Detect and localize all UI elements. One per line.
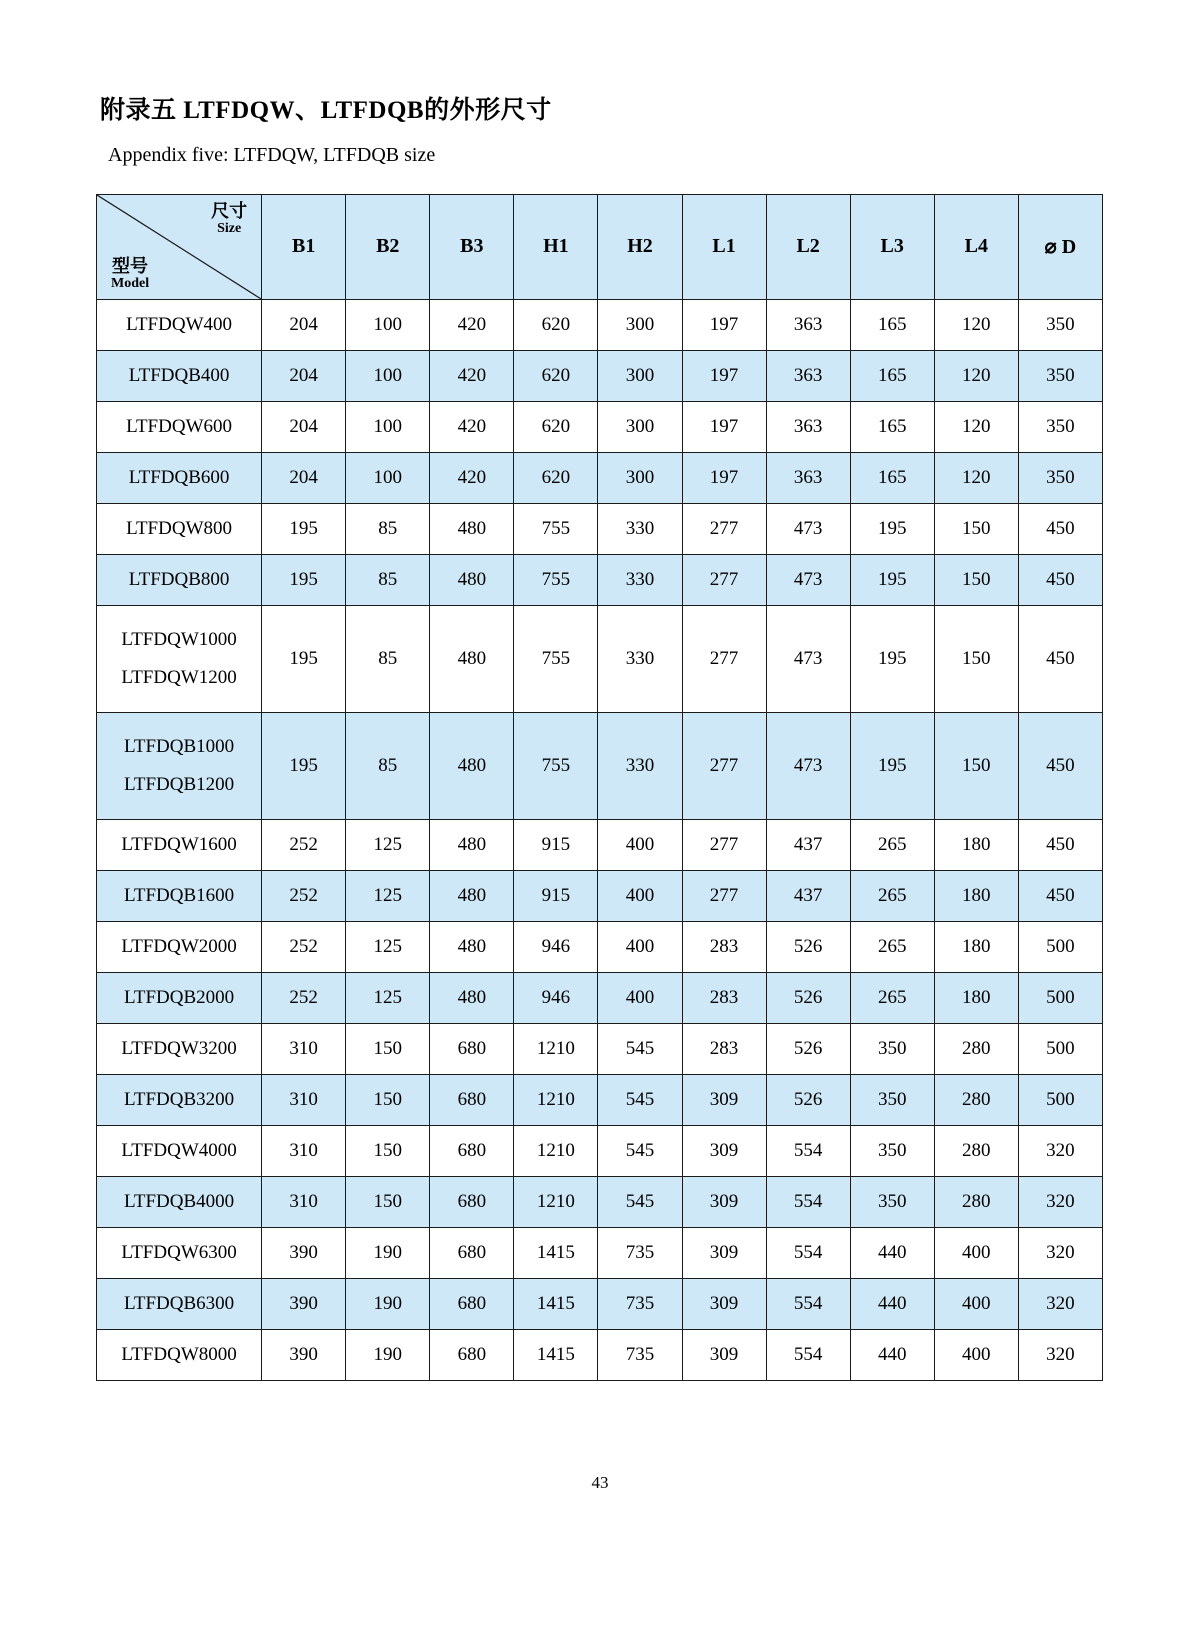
cell-l3: 440: [850, 1227, 934, 1278]
cell-d: 320: [1018, 1278, 1102, 1329]
cell-l1: 277: [682, 819, 766, 870]
cell-model: [97, 554, 262, 605]
cell-l4: 150: [934, 712, 1018, 819]
model-name: LTFDQB400: [128, 364, 230, 386]
cell-model: [97, 972, 262, 1023]
model-name: LTFDQB3200: [123, 1088, 235, 1110]
cell-l1: 283: [682, 1023, 766, 1074]
cell-l4: 150: [934, 605, 1018, 712]
cell-l4: 150: [934, 503, 1018, 554]
cell-h2: 545: [598, 1176, 682, 1227]
table-row: [97, 452, 1103, 503]
cell-h2: 330: [598, 605, 682, 712]
cell-l2: 437: [766, 870, 850, 921]
cell-model: [97, 299, 262, 350]
cell-l2: 526: [766, 1023, 850, 1074]
table-header-row: [97, 194, 1103, 299]
cell-l4: 120: [934, 299, 1018, 350]
cell-b3: 480: [430, 554, 514, 605]
cell-model: [97, 350, 262, 401]
cell-l4: 400: [934, 1227, 1018, 1278]
cell-d: 450: [1018, 605, 1102, 712]
cell-l1: 309: [682, 1125, 766, 1176]
column-header-h2: H2: [598, 194, 682, 299]
page-number: 43: [591, 1473, 609, 1492]
cell-model: [97, 452, 262, 503]
column-header-b2: B2: [346, 194, 430, 299]
cell-d: 320: [1018, 1176, 1102, 1227]
page-title-cn: 附录五 LTFDQW、LTFDQB的外形尺寸: [100, 97, 552, 124]
cell-model: [97, 819, 262, 870]
cell-h2: 400: [598, 819, 682, 870]
cell-l2: 473: [766, 554, 850, 605]
cell-b3: 680: [430, 1074, 514, 1125]
cell-d: 320: [1018, 1227, 1102, 1278]
cell-l3: 440: [850, 1329, 934, 1380]
model-name: LTFDQW400: [126, 313, 233, 335]
cell-h2: 330: [598, 554, 682, 605]
table-row: [97, 401, 1103, 452]
cell-model: [97, 1227, 262, 1278]
table-row: [97, 1278, 1103, 1329]
cell-h1: 1415: [514, 1278, 598, 1329]
cell-b2: 125: [346, 972, 430, 1023]
cell-b2: 85: [346, 712, 430, 819]
cell-b1: 310: [262, 1074, 346, 1125]
cell-h1: 946: [514, 972, 598, 1023]
cell-b1: 252: [262, 819, 346, 870]
cell-b2: 150: [346, 1074, 430, 1125]
cell-l1: 277: [682, 605, 766, 712]
cell-b3: 480: [430, 972, 514, 1023]
table-corner-header: [97, 194, 262, 299]
cell-l3: 265: [850, 921, 934, 972]
cell-b3: 480: [430, 503, 514, 554]
cell-b1: 390: [262, 1278, 346, 1329]
cell-h2: 735: [598, 1329, 682, 1380]
model-name: LTFDQB2000: [123, 986, 235, 1008]
table-header: [97, 194, 1103, 299]
size-label-en: Size: [217, 220, 242, 236]
cell-b3: 480: [430, 819, 514, 870]
cell-l3: 350: [850, 1023, 934, 1074]
size-label-cn: 尺寸: [211, 200, 248, 221]
cell-l3: 350: [850, 1176, 934, 1227]
cell-b2: 85: [346, 554, 430, 605]
cell-l3: 350: [850, 1074, 934, 1125]
cell-l2: 363: [766, 350, 850, 401]
cell-b1: 390: [262, 1329, 346, 1380]
cell-b3: 480: [430, 712, 514, 819]
cell-l4: 180: [934, 870, 1018, 921]
cell-l1: 197: [682, 452, 766, 503]
cell-b1: 390: [262, 1227, 346, 1278]
cell-h2: 330: [598, 503, 682, 554]
cell-b2: 150: [346, 1125, 430, 1176]
cell-l3: 195: [850, 503, 934, 554]
cell-model: [97, 712, 262, 819]
table-body: [97, 299, 1103, 1380]
cell-l2: 473: [766, 712, 850, 819]
cell-l2: 473: [766, 503, 850, 554]
cell-b2: 100: [346, 452, 430, 503]
table-row: [97, 1074, 1103, 1125]
table-row: [97, 1023, 1103, 1074]
cell-d: 350: [1018, 350, 1102, 401]
cell-h1: 1415: [514, 1329, 598, 1380]
cell-b3: 480: [430, 605, 514, 712]
table-row: [97, 554, 1103, 605]
cell-b3: 680: [430, 1125, 514, 1176]
cell-l4: 180: [934, 819, 1018, 870]
table-row: [97, 350, 1103, 401]
cell-b2: 85: [346, 605, 430, 712]
cell-d: 500: [1018, 1023, 1102, 1074]
model-name: LTFDQB800: [128, 568, 230, 590]
cell-l1: 277: [682, 870, 766, 921]
model-label: [111, 257, 149, 292]
model-name: LTFDQW800: [126, 517, 233, 539]
table-row: [97, 1125, 1103, 1176]
cell-b2: 150: [346, 1176, 430, 1227]
cell-h2: 400: [598, 870, 682, 921]
dimensions-table: [96, 194, 1103, 1381]
cell-l2: 554: [766, 1176, 850, 1227]
cell-l4: 150: [934, 554, 1018, 605]
cell-model: [97, 1278, 262, 1329]
model-name: LTFDQB1600: [123, 884, 235, 906]
cell-l3: 195: [850, 712, 934, 819]
cell-l4: 120: [934, 401, 1018, 452]
model-name: LTFDQB4000: [123, 1190, 235, 1212]
cell-h1: 620: [514, 350, 598, 401]
cell-b1: 204: [262, 350, 346, 401]
table-row: [97, 712, 1103, 819]
cell-b3: 680: [430, 1227, 514, 1278]
size-label: [211, 202, 247, 237]
cell-h1: 1210: [514, 1074, 598, 1125]
cell-b2: 190: [346, 1227, 430, 1278]
cell-h2: 300: [598, 350, 682, 401]
model-name: LTFDQB1200: [123, 773, 235, 795]
cell-model: [97, 870, 262, 921]
cell-h2: 545: [598, 1125, 682, 1176]
cell-l2: 526: [766, 972, 850, 1023]
cell-model: [97, 1176, 262, 1227]
cell-d: 500: [1018, 921, 1102, 972]
cell-h1: 915: [514, 819, 598, 870]
cell-l1: 309: [682, 1329, 766, 1380]
cell-d: 450: [1018, 712, 1102, 819]
cell-b3: 480: [430, 870, 514, 921]
table-row: [97, 819, 1103, 870]
cell-h2: 300: [598, 299, 682, 350]
cell-h1: 620: [514, 299, 598, 350]
cell-l4: 400: [934, 1278, 1018, 1329]
cell-l2: 363: [766, 299, 850, 350]
cell-h2: 300: [598, 452, 682, 503]
cell-b2: 125: [346, 819, 430, 870]
cell-l3: 265: [850, 972, 934, 1023]
cell-d: 450: [1018, 870, 1102, 921]
column-header-b1: B1: [262, 194, 346, 299]
model-name: LTFDQW8000: [121, 1343, 237, 1365]
cell-d: 350: [1018, 401, 1102, 452]
table-row: [97, 921, 1103, 972]
cell-l4: 120: [934, 350, 1018, 401]
cell-l2: 554: [766, 1227, 850, 1278]
cell-b2: 100: [346, 350, 430, 401]
table-row: [97, 870, 1103, 921]
cell-model: [97, 1074, 262, 1125]
cell-l3: 440: [850, 1278, 934, 1329]
cell-l1: 309: [682, 1074, 766, 1125]
cell-l4: 280: [934, 1176, 1018, 1227]
model-name: LTFDQB600: [128, 466, 230, 488]
cell-b2: 190: [346, 1278, 430, 1329]
cell-b2: 125: [346, 870, 430, 921]
cell-b1: 204: [262, 401, 346, 452]
cell-l1: 277: [682, 503, 766, 554]
cell-l1: 197: [682, 401, 766, 452]
cell-h2: 735: [598, 1227, 682, 1278]
cell-l4: 280: [934, 1074, 1018, 1125]
model-name: LTFDQB6300: [123, 1292, 235, 1314]
model-name: LTFDQW1000: [121, 629, 237, 651]
model-label-cn: 型号: [112, 255, 149, 276]
model-name: LTFDQW1600: [121, 833, 237, 855]
cell-b1: 252: [262, 870, 346, 921]
cell-b1: 310: [262, 1125, 346, 1176]
cell-h1: 620: [514, 401, 598, 452]
column-header-l4: L4: [934, 194, 1018, 299]
cell-b1: 310: [262, 1023, 346, 1074]
cell-model: [97, 921, 262, 972]
table-row: [97, 503, 1103, 554]
cell-b3: 480: [430, 921, 514, 972]
cell-b3: 680: [430, 1278, 514, 1329]
cell-b1: 204: [262, 299, 346, 350]
cell-d: 450: [1018, 503, 1102, 554]
cell-b2: 125: [346, 921, 430, 972]
table-row: [97, 1227, 1103, 1278]
cell-model: [97, 1125, 262, 1176]
model-name: LTFDQB1000: [123, 736, 235, 758]
cell-b1: 195: [262, 554, 346, 605]
cell-b2: 100: [346, 299, 430, 350]
cell-model: [97, 503, 262, 554]
cell-h1: 1415: [514, 1227, 598, 1278]
cell-b1: 310: [262, 1176, 346, 1227]
cell-b2: 190: [346, 1329, 430, 1380]
model-label-en: Model: [111, 276, 150, 292]
cell-h2: 545: [598, 1023, 682, 1074]
cell-l4: 180: [934, 921, 1018, 972]
model-name: LTFDQW2000: [121, 935, 237, 957]
model-name: LTFDQW1200: [121, 666, 237, 688]
cell-l1: 197: [682, 350, 766, 401]
cell-d: 320: [1018, 1329, 1102, 1380]
cell-l1: 197: [682, 299, 766, 350]
cell-l3: 265: [850, 870, 934, 921]
cell-d: 320: [1018, 1125, 1102, 1176]
table-row: [97, 972, 1103, 1023]
cell-b2: 100: [346, 401, 430, 452]
column-header-l2: L2: [766, 194, 850, 299]
cell-b1: 252: [262, 921, 346, 972]
cell-l2: 554: [766, 1329, 850, 1380]
cell-model: [97, 401, 262, 452]
cell-l2: 526: [766, 1074, 850, 1125]
cell-l4: 400: [934, 1329, 1018, 1380]
cell-b1: 195: [262, 503, 346, 554]
cell-l4: 120: [934, 452, 1018, 503]
cell-l1: 283: [682, 921, 766, 972]
cell-l1: 277: [682, 554, 766, 605]
cell-l2: 363: [766, 401, 850, 452]
cell-h2: 400: [598, 972, 682, 1023]
cell-b2: 150: [346, 1023, 430, 1074]
cell-l2: 473: [766, 605, 850, 712]
model-name: LTFDQW4000: [121, 1139, 237, 1161]
cell-h1: 620: [514, 452, 598, 503]
cell-h1: 1210: [514, 1125, 598, 1176]
cell-h1: 755: [514, 605, 598, 712]
model-name: LTFDQW3200: [121, 1037, 237, 1059]
cell-l2: 526: [766, 921, 850, 972]
cell-h2: 545: [598, 1074, 682, 1125]
cell-l1: 277: [682, 712, 766, 819]
cell-l4: 280: [934, 1125, 1018, 1176]
cell-l1: 309: [682, 1176, 766, 1227]
cell-l2: 554: [766, 1125, 850, 1176]
cell-h2: 300: [598, 401, 682, 452]
column-header-b3: B3: [430, 194, 514, 299]
cell-h1: 755: [514, 712, 598, 819]
cell-l3: 195: [850, 554, 934, 605]
cell-h1: 946: [514, 921, 598, 972]
cell-h1: 755: [514, 554, 598, 605]
cell-b3: 680: [430, 1176, 514, 1227]
cell-b1: 195: [262, 605, 346, 712]
cell-b2: 85: [346, 503, 430, 554]
cell-l3: 165: [850, 299, 934, 350]
cell-l1: 309: [682, 1227, 766, 1278]
table-row: [97, 605, 1103, 712]
cell-l2: 437: [766, 819, 850, 870]
cell-h1: 1210: [514, 1176, 598, 1227]
cell-l3: 165: [850, 350, 934, 401]
cell-l4: 180: [934, 972, 1018, 1023]
cell-d: 450: [1018, 819, 1102, 870]
cell-l1: 283: [682, 972, 766, 1023]
cell-h1: 755: [514, 503, 598, 554]
cell-d: 450: [1018, 554, 1102, 605]
cell-b3: 420: [430, 401, 514, 452]
cell-d: 350: [1018, 299, 1102, 350]
cell-d: 500: [1018, 1074, 1102, 1125]
cell-model: [97, 1023, 262, 1074]
model-name: LTFDQW6300: [121, 1241, 237, 1263]
cell-b3: 420: [430, 452, 514, 503]
table-row: [97, 1176, 1103, 1227]
column-header-diameter: ⌀ D: [1018, 194, 1102, 299]
page-title-en: Appendix five: LTFDQW, LTFDQB size: [108, 143, 436, 166]
cell-b1: 204: [262, 452, 346, 503]
cell-model: [97, 605, 262, 712]
cell-d: 350: [1018, 452, 1102, 503]
cell-b3: 420: [430, 299, 514, 350]
column-header-h1: H1: [514, 194, 598, 299]
cell-model: [97, 1329, 262, 1380]
cell-l3: 195: [850, 605, 934, 712]
cell-l2: 554: [766, 1278, 850, 1329]
cell-h1: 1210: [514, 1023, 598, 1074]
table-row: [97, 299, 1103, 350]
cell-l3: 265: [850, 819, 934, 870]
cell-b3: 420: [430, 350, 514, 401]
cell-b1: 195: [262, 712, 346, 819]
cell-h2: 400: [598, 921, 682, 972]
cell-h2: 330: [598, 712, 682, 819]
cell-l2: 363: [766, 452, 850, 503]
cell-b3: 680: [430, 1329, 514, 1380]
cell-h2: 735: [598, 1278, 682, 1329]
cell-l3: 165: [850, 401, 934, 452]
table-row: [97, 1329, 1103, 1380]
cell-d: 500: [1018, 972, 1102, 1023]
cell-l3: 165: [850, 452, 934, 503]
column-header-l3: L3: [850, 194, 934, 299]
column-header-l1: L1: [682, 194, 766, 299]
cell-l3: 350: [850, 1125, 934, 1176]
cell-b3: 680: [430, 1023, 514, 1074]
cell-b1: 252: [262, 972, 346, 1023]
cell-l4: 280: [934, 1023, 1018, 1074]
cell-l1: 309: [682, 1278, 766, 1329]
cell-h1: 915: [514, 870, 598, 921]
model-name: LTFDQW600: [126, 415, 233, 437]
